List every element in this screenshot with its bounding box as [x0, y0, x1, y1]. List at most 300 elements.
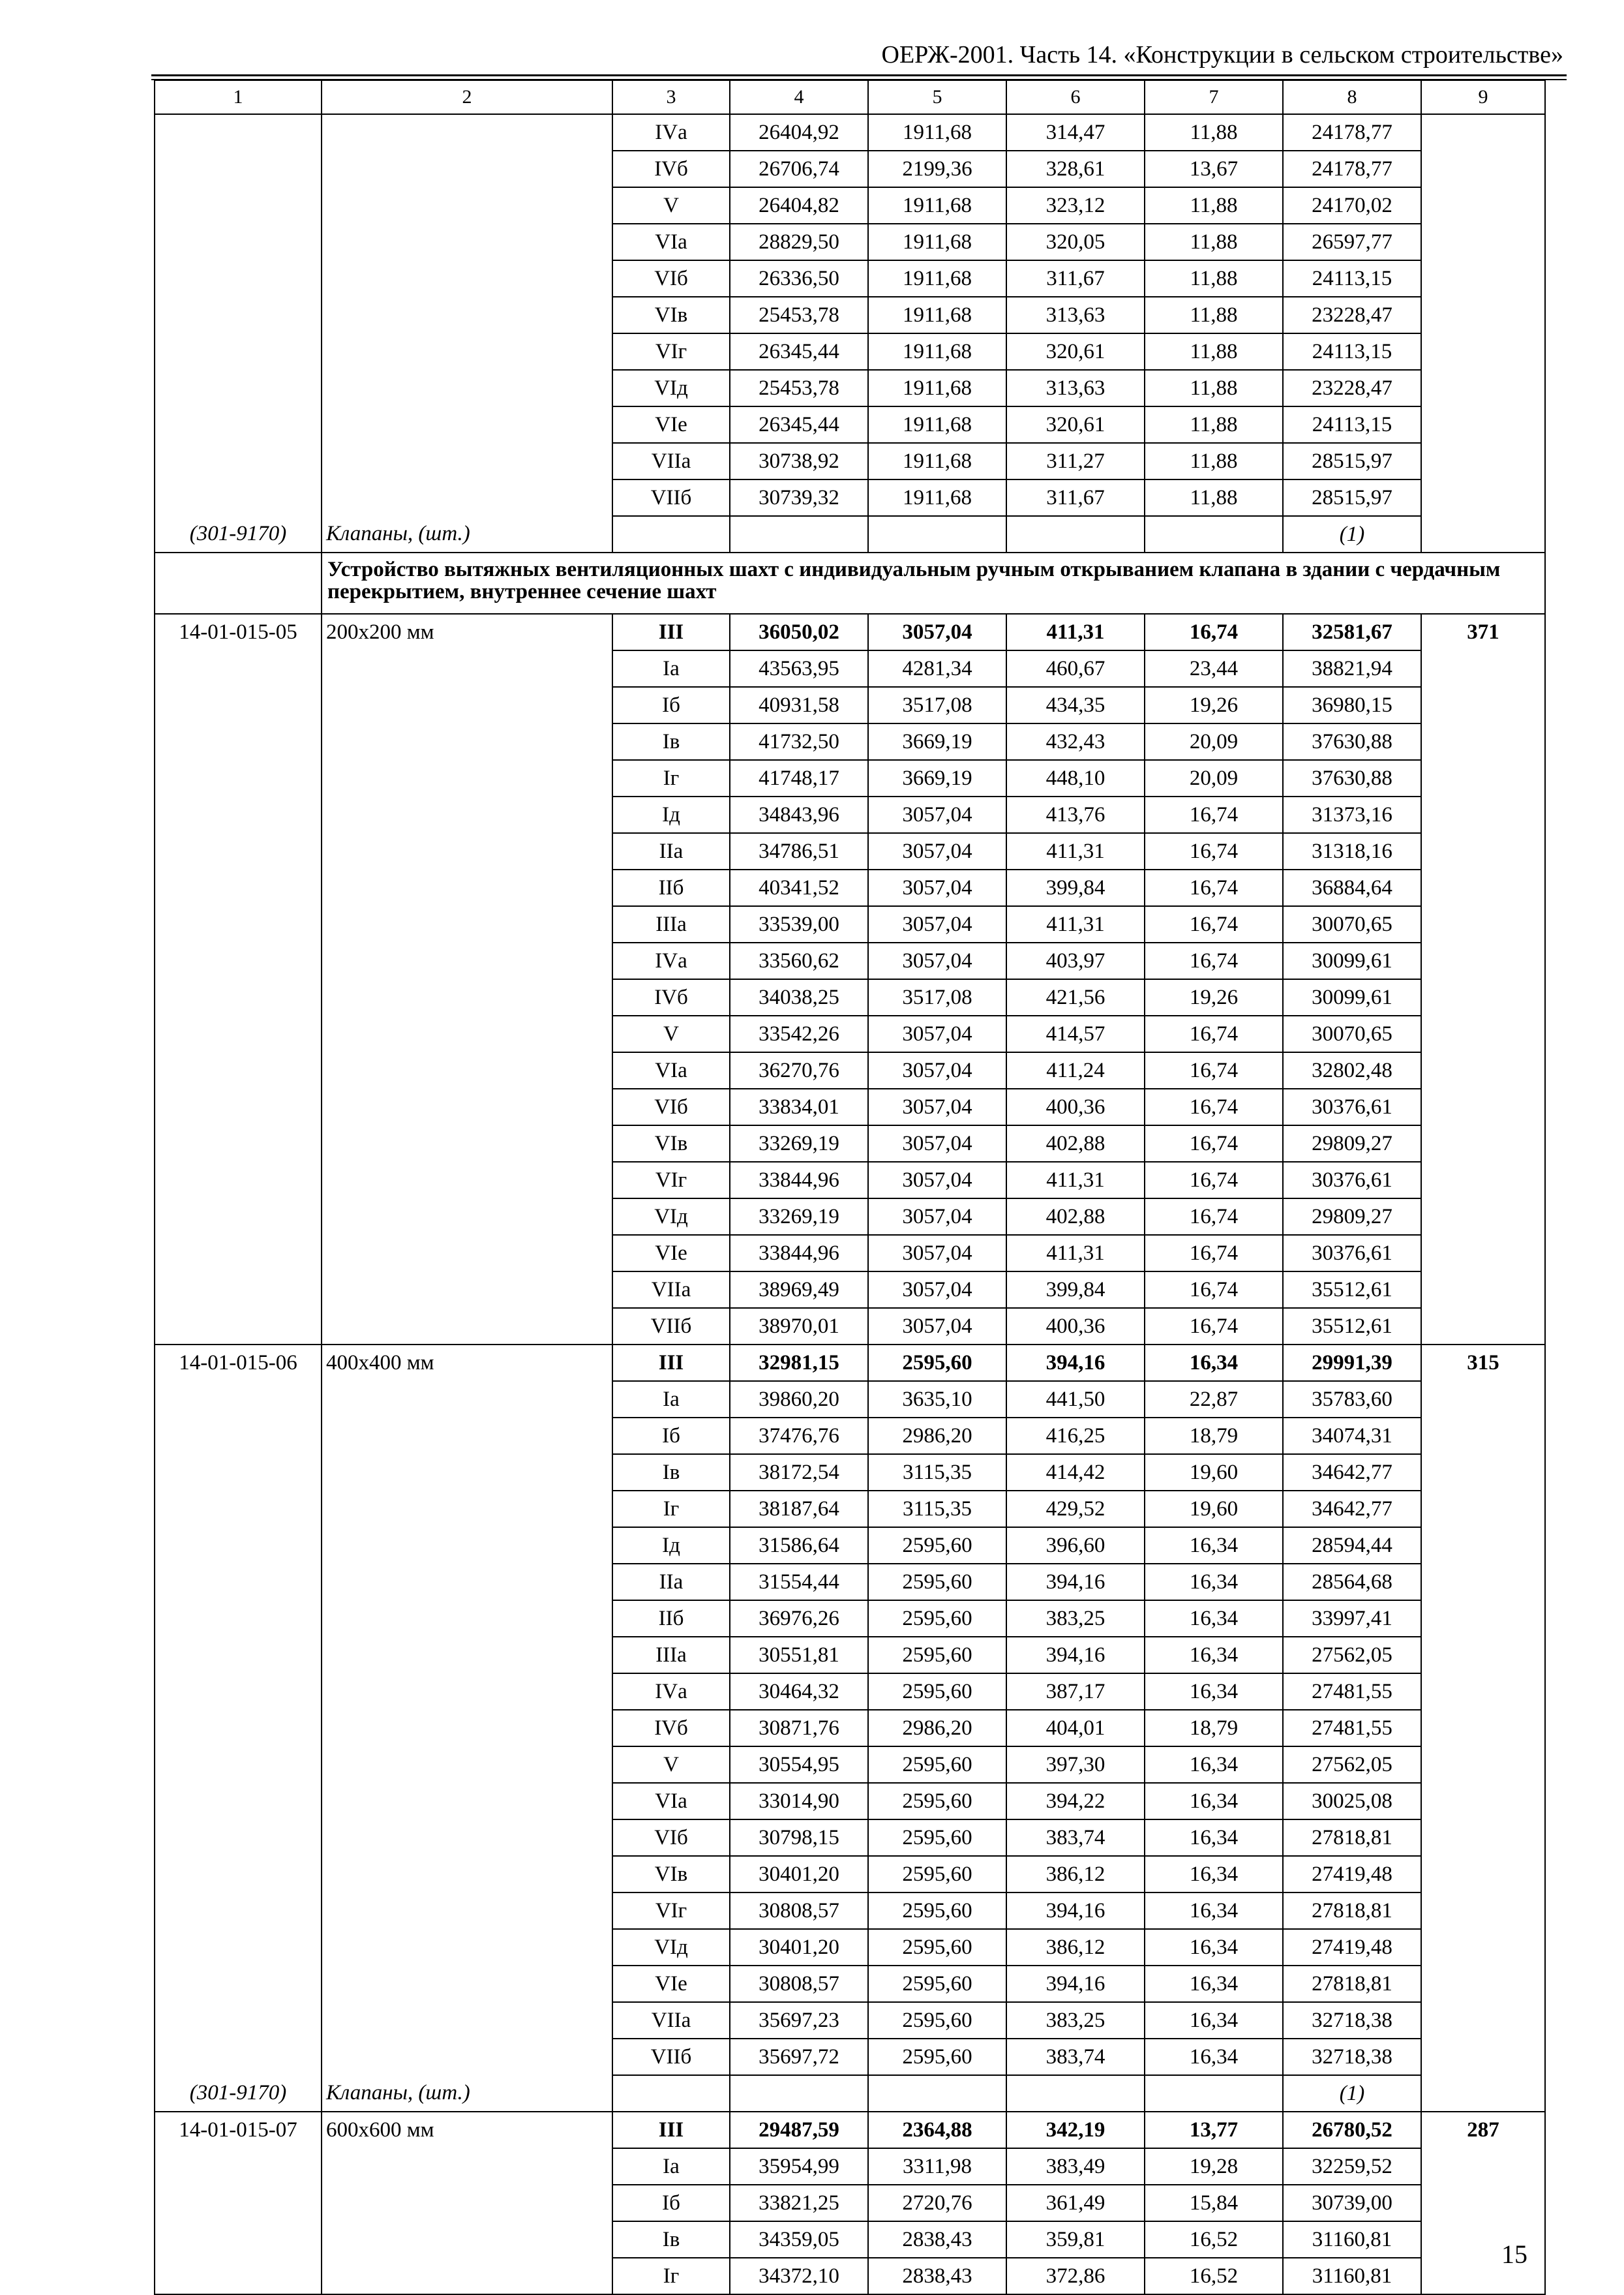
machine-costs: 416,25: [1006, 1418, 1145, 1454]
rate-name: [322, 297, 612, 333]
labor-wages: 2595,60: [868, 1819, 1006, 1856]
materials-cost: 36980,15: [1283, 687, 1421, 723]
labor-wages: 3057,04: [868, 1308, 1006, 1345]
table-row: [155, 979, 1545, 1016]
labor-wages: 3311,98: [868, 2148, 1006, 2185]
labor-wages: 3635,10: [868, 1381, 1006, 1418]
table-row: [155, 2185, 1545, 2221]
rate-code: [155, 2148, 322, 2185]
machinist-wages: 16,34: [1145, 1856, 1283, 1892]
materials-cost: 35783,60: [1283, 1381, 1421, 1418]
empty-cell: [1006, 516, 1145, 553]
labor-wages: 2986,20: [868, 1710, 1006, 1746]
region-zone: Iб: [612, 1418, 730, 1454]
rate-name: [322, 1819, 612, 1856]
region-zone: IVа: [612, 114, 730, 151]
resource-name: Клапаны, (шт.): [322, 516, 612, 553]
machinist-wages: 11,88: [1145, 114, 1283, 151]
labor-hours: [1421, 1746, 1545, 1783]
materials-cost: 31160,81: [1283, 2221, 1421, 2258]
direct-costs: 33014,90: [730, 1783, 868, 1819]
labor-hours: [1421, 1637, 1545, 1673]
table-row: [155, 1162, 1545, 1198]
labor-hours: [1421, 687, 1545, 723]
column-number: 4: [730, 80, 868, 114]
direct-costs: 38969,49: [730, 1271, 868, 1308]
machine-costs: 314,47: [1006, 114, 1145, 151]
rate-name: [322, 1637, 612, 1673]
machinist-wages: 16,74: [1145, 1235, 1283, 1271]
rate-name: [322, 1089, 612, 1125]
labor-hours: [1421, 1271, 1545, 1308]
table-row: [155, 1746, 1545, 1783]
labor-wages: 3057,04: [868, 1198, 1006, 1235]
rate-code: [155, 224, 322, 260]
labor-hours: [1421, 870, 1545, 906]
rate-code: [155, 260, 322, 297]
labor-wages: 3057,04: [868, 1235, 1006, 1271]
direct-costs: 33844,96: [730, 1162, 868, 1198]
materials-cost: 27818,81: [1283, 1892, 1421, 1929]
rate-name: [322, 151, 612, 187]
labor-hours: [1421, 1454, 1545, 1491]
machine-costs: 328,61: [1006, 151, 1145, 187]
materials-cost: 28564,68: [1283, 1564, 1421, 1600]
rate-name: [322, 406, 612, 443]
rate-code: [155, 1198, 322, 1235]
empty-cell: [1145, 516, 1283, 553]
rate-code: [155, 906, 322, 943]
table-row: [155, 1637, 1545, 1673]
region-zone: Iв: [612, 2221, 730, 2258]
machine-costs: 434,35: [1006, 687, 1145, 723]
rate-name: [322, 833, 612, 870]
machinist-wages: 16,74: [1145, 833, 1283, 870]
materials-cost: 30070,65: [1283, 1016, 1421, 1052]
materials-cost: 36884,64: [1283, 870, 1421, 906]
labor-wages: 1911,68: [868, 479, 1006, 516]
rate-name: [322, 1564, 612, 1600]
machinist-wages: 16,34: [1145, 1746, 1283, 1783]
labor-hours: [1421, 151, 1545, 187]
machinist-wages: 20,09: [1145, 723, 1283, 760]
direct-costs: 25453,78: [730, 297, 868, 333]
direct-costs: 29487,59: [730, 2112, 868, 2148]
direct-costs: 34372,10: [730, 2258, 868, 2294]
machine-costs: 414,57: [1006, 1016, 1145, 1052]
machine-costs: 383,74: [1006, 1819, 1145, 1856]
labor-wages: 2838,43: [868, 2258, 1006, 2294]
machine-costs: 411,31: [1006, 1235, 1145, 1271]
labor-wages: 2364,88: [868, 2112, 1006, 2148]
materials-cost: 30099,61: [1283, 979, 1421, 1016]
direct-costs: 33834,01: [730, 1089, 868, 1125]
rate-name: [322, 1198, 612, 1235]
resource-code: (301-9170): [155, 2075, 322, 2112]
rate-name: [322, 906, 612, 943]
table-row: [155, 2148, 1545, 2185]
table-row: [155, 1454, 1545, 1491]
machine-costs: 383,49: [1006, 2148, 1145, 2185]
labor-wages: 3669,19: [868, 760, 1006, 797]
labor-wages: 2595,60: [868, 1564, 1006, 1600]
rate-name: [322, 114, 612, 151]
table-row: [155, 1527, 1545, 1564]
region-zone: VIе: [612, 1966, 730, 2002]
table-row: [155, 2002, 1545, 2039]
labor-hours: [1421, 187, 1545, 224]
rate-code: [155, 2039, 322, 2075]
machine-costs: 342,19: [1006, 2112, 1145, 2148]
machinist-wages: 19,60: [1145, 1454, 1283, 1491]
rate-name: [322, 1673, 612, 1710]
direct-costs: 38172,54: [730, 1454, 868, 1491]
materials-cost: 24178,77: [1283, 151, 1421, 187]
direct-costs: 34786,51: [730, 833, 868, 870]
machine-costs: 441,50: [1006, 1381, 1145, 1418]
table-row: [155, 1418, 1545, 1454]
machine-costs: 402,88: [1006, 1125, 1145, 1162]
labor-hours: [1421, 1966, 1545, 2002]
materials-cost: 24113,15: [1283, 333, 1421, 370]
rate-name: [322, 1052, 612, 1089]
table-row: [155, 906, 1545, 943]
rate-name: [322, 1746, 612, 1783]
labor-hours: [1421, 1125, 1545, 1162]
region-zone: VIг: [612, 1162, 730, 1198]
region-zone: VIв: [612, 1125, 730, 1162]
labor-hours: [1421, 2148, 1545, 2185]
rate-name: [322, 1491, 612, 1527]
region-zone: Iг: [612, 2258, 730, 2294]
column-number: 5: [868, 80, 1006, 114]
table-row: [155, 760, 1545, 797]
header-rule: [151, 74, 1567, 76]
machine-costs: 311,27: [1006, 443, 1145, 479]
machinist-wages: 16,34: [1145, 1600, 1283, 1637]
direct-costs: 34038,25: [730, 979, 868, 1016]
rate-code: [155, 979, 322, 1016]
rate-code: [155, 151, 322, 187]
machine-costs: 394,16: [1006, 1892, 1145, 1929]
direct-costs: 43563,95: [730, 650, 868, 687]
table-row: [155, 833, 1545, 870]
machinist-wages: 16,34: [1145, 1819, 1283, 1856]
machine-costs: 397,30: [1006, 1746, 1145, 1783]
table-row: [155, 114, 1545, 151]
region-zone: VIд: [612, 1929, 730, 1966]
rate-name: [322, 650, 612, 687]
materials-cost: 27481,55: [1283, 1710, 1421, 1746]
rate-name: [322, 260, 612, 297]
labor-wages: 2838,43: [868, 2221, 1006, 2258]
table-row: [155, 1308, 1545, 1345]
machinist-wages: 15,84: [1145, 2185, 1283, 2221]
labor-hours: [1421, 1710, 1545, 1746]
table-row: [155, 1089, 1545, 1125]
labor-wages: 1911,68: [868, 260, 1006, 297]
rate-code: [155, 687, 322, 723]
rate-code: 14-01-015-05: [155, 614, 322, 650]
materials-cost: 38821,94: [1283, 650, 1421, 687]
direct-costs: 30798,15: [730, 1819, 868, 1856]
rate-code: [155, 370, 322, 406]
machinist-wages: 16,52: [1145, 2258, 1283, 2294]
machinist-wages: 11,88: [1145, 333, 1283, 370]
direct-costs: 30401,20: [730, 1856, 868, 1892]
machinist-wages: 16,74: [1145, 906, 1283, 943]
region-zone: Iд: [612, 1527, 730, 1564]
region-zone: VIIб: [612, 2039, 730, 2075]
table-row: [155, 1600, 1545, 1637]
machine-costs: 320,61: [1006, 333, 1145, 370]
labor-hours: 287: [1421, 2112, 1545, 2148]
direct-costs: 35697,23: [730, 2002, 868, 2039]
materials-cost: 24170,02: [1283, 187, 1421, 224]
region-zone: IVа: [612, 943, 730, 979]
labor-hours: [1421, 1856, 1545, 1892]
materials-cost: 30376,61: [1283, 1235, 1421, 1271]
region-zone: VIв: [612, 1856, 730, 1892]
machinist-wages: 23,44: [1145, 650, 1283, 687]
table-row: [155, 479, 1545, 516]
labor-wages: 3669,19: [868, 723, 1006, 760]
region-zone: Iв: [612, 723, 730, 760]
region-zone: III: [612, 2112, 730, 2148]
direct-costs: 30808,57: [730, 1892, 868, 1929]
machine-costs: 411,31: [1006, 614, 1145, 650]
materials-cost: 28594,44: [1283, 1527, 1421, 1564]
table-row: [155, 1856, 1545, 1892]
materials-cost: 24113,15: [1283, 260, 1421, 297]
materials-cost: 32802,48: [1283, 1052, 1421, 1089]
machinist-wages: 16,34: [1145, 2002, 1283, 2039]
rate-name: [322, 1308, 612, 1345]
machine-costs: 413,76: [1006, 797, 1145, 833]
machine-costs: 421,56: [1006, 979, 1145, 1016]
region-zone: VIд: [612, 370, 730, 406]
materials-cost: 28515,97: [1283, 443, 1421, 479]
labor-wages: 2595,60: [868, 2039, 1006, 2075]
direct-costs: 35954,99: [730, 2148, 868, 2185]
machinist-wages: 16,34: [1145, 1345, 1283, 1381]
materials-cost: 24178,77: [1283, 114, 1421, 151]
table-row: [155, 1271, 1545, 1308]
empty-cell: [612, 2075, 730, 2112]
labor-wages: 2595,60: [868, 1929, 1006, 1966]
rate-name: [322, 370, 612, 406]
machinist-wages: 16,74: [1145, 1198, 1283, 1235]
region-zone: VIб: [612, 1089, 730, 1125]
labor-wages: 2595,60: [868, 1856, 1006, 1892]
table-row: [155, 1966, 1545, 2002]
materials-cost: 23228,47: [1283, 297, 1421, 333]
labor-hours: [1421, 650, 1545, 687]
labor-hours: [1421, 1673, 1545, 1710]
machinist-wages: 19,26: [1145, 979, 1283, 1016]
labor-hours: 315: [1421, 1345, 1545, 1381]
labor-hours: [1421, 1600, 1545, 1637]
machine-costs: 386,12: [1006, 1929, 1145, 1966]
rate-code: [155, 1600, 322, 1637]
materials-cost: 33997,41: [1283, 1600, 1421, 1637]
labor-hours: [1421, 723, 1545, 760]
machine-costs: 320,05: [1006, 224, 1145, 260]
labor-wages: 1911,68: [868, 333, 1006, 370]
rate-name: [322, 1162, 612, 1198]
machine-costs: 460,67: [1006, 650, 1145, 687]
rate-code: [155, 797, 322, 833]
direct-costs: 35697,72: [730, 2039, 868, 2075]
materials-cost: 29809,27: [1283, 1125, 1421, 1162]
rate-code: [155, 1892, 322, 1929]
table-row: [155, 1491, 1545, 1527]
materials-cost: 23228,47: [1283, 370, 1421, 406]
table-row: [155, 1235, 1545, 1271]
labor-hours: [1421, 797, 1545, 833]
machine-costs: 411,31: [1006, 833, 1145, 870]
labor-hours: [1421, 1381, 1545, 1418]
machine-costs: 411,31: [1006, 1162, 1145, 1198]
machine-costs: 313,63: [1006, 297, 1145, 333]
table-row: [155, 614, 1545, 650]
empty-cell: [155, 553, 322, 614]
column-number: 9: [1421, 80, 1545, 114]
direct-costs: 30551,81: [730, 1637, 868, 1673]
machine-costs: 394,16: [1006, 1345, 1145, 1381]
table-row: [155, 723, 1545, 760]
direct-costs: 26345,44: [730, 406, 868, 443]
labor-hours: [1421, 1235, 1545, 1271]
machinist-wages: 13,77: [1145, 2112, 1283, 2148]
table-row: [155, 443, 1545, 479]
machinist-wages: 16,34: [1145, 1673, 1283, 1710]
direct-costs: 33844,96: [730, 1235, 868, 1271]
page-number: 15: [1501, 2240, 1527, 2269]
table-row: [155, 1125, 1545, 1162]
table-row: [155, 151, 1545, 187]
labor-hours: [1421, 1783, 1545, 1819]
materials-cost: 28515,97: [1283, 479, 1421, 516]
direct-costs: 38187,64: [730, 1491, 868, 1527]
direct-costs: 41748,17: [730, 760, 868, 797]
labor-hours: [1421, 1089, 1545, 1125]
region-zone: VIг: [612, 333, 730, 370]
materials-cost: 27419,48: [1283, 1856, 1421, 1892]
labor-hours: [1421, 1892, 1545, 1929]
labor-hours: [1421, 1527, 1545, 1564]
machinist-wages: 18,79: [1145, 1418, 1283, 1454]
direct-costs: 30739,32: [730, 479, 868, 516]
machinist-wages: 11,88: [1145, 406, 1283, 443]
table-row: [155, 2039, 1545, 2075]
labor-wages: 2595,60: [868, 1637, 1006, 1673]
labor-hours: [1421, 1564, 1545, 1600]
labor-hours: [1421, 943, 1545, 979]
region-zone: Iг: [612, 760, 730, 797]
rate-name: [322, 979, 612, 1016]
machine-costs: 359,81: [1006, 2221, 1145, 2258]
table-row: [155, 1052, 1545, 1089]
machine-costs: 403,97: [1006, 943, 1145, 979]
rate-code: [155, 1673, 322, 1710]
labor-hours: [1421, 1819, 1545, 1856]
rate-code: [155, 1454, 322, 1491]
labor-wages: 2199,36: [868, 151, 1006, 187]
direct-costs: 40931,58: [730, 687, 868, 723]
resource-code: (301-9170): [155, 516, 322, 553]
resource-name: Клапаны, (шт.): [322, 2075, 612, 2112]
direct-costs: 28829,50: [730, 224, 868, 260]
rate-code: [155, 833, 322, 870]
labor-hours: [1421, 1162, 1545, 1198]
region-zone: VIа: [612, 1052, 730, 1089]
direct-costs: 31586,64: [730, 1527, 868, 1564]
region-zone: Iа: [612, 650, 730, 687]
table-body: [155, 80, 1545, 2294]
table-row: [155, 2221, 1545, 2258]
machinist-wages: 16,74: [1145, 1308, 1283, 1345]
empty-cell: [1006, 2075, 1145, 2112]
labor-wages: 1911,68: [868, 114, 1006, 151]
labor-wages: 2595,60: [868, 1783, 1006, 1819]
rate-code: [155, 2002, 322, 2039]
labor-wages: 2595,60: [868, 2002, 1006, 2039]
machinist-wages: 16,34: [1145, 1892, 1283, 1929]
machine-costs: 387,17: [1006, 1673, 1145, 1710]
materials-cost: 24113,15: [1283, 406, 1421, 443]
rate-code: [155, 1527, 322, 1564]
direct-costs: 26336,50: [730, 260, 868, 297]
rate-code: [155, 1089, 322, 1125]
rate-code: [155, 297, 322, 333]
materials-cost: 34642,77: [1283, 1454, 1421, 1491]
direct-costs: 33269,19: [730, 1125, 868, 1162]
direct-costs: 33539,00: [730, 906, 868, 943]
materials-cost: 27481,55: [1283, 1673, 1421, 1710]
machine-costs: 400,36: [1006, 1089, 1145, 1125]
labor-hours: [1421, 2039, 1545, 2075]
rate-name: [322, 1454, 612, 1491]
machinist-wages: 16,74: [1145, 870, 1283, 906]
region-zone: VIб: [612, 1819, 730, 1856]
labor-hours: [1421, 1052, 1545, 1089]
labor-hours: [1421, 224, 1545, 260]
machine-costs: 311,67: [1006, 260, 1145, 297]
machine-costs: 311,67: [1006, 479, 1145, 516]
machinist-wages: 13,67: [1145, 151, 1283, 187]
machinist-wages: 11,88: [1145, 370, 1283, 406]
materials-cost: 32718,38: [1283, 2039, 1421, 2075]
machinist-wages: 16,34: [1145, 1966, 1283, 2002]
direct-costs: 33560,62: [730, 943, 868, 979]
rate-name: [322, 1125, 612, 1162]
region-zone: VIIб: [612, 479, 730, 516]
direct-costs: 34359,05: [730, 2221, 868, 2258]
table-row: [155, 2258, 1545, 2294]
rate-code: [155, 2221, 322, 2258]
rate-name: [322, 1271, 612, 1308]
rate-name: 400х400 мм: [322, 1345, 612, 1381]
region-zone: VIIа: [612, 2002, 730, 2039]
labor-wages: 2595,60: [868, 1673, 1006, 1710]
direct-costs: 33542,26: [730, 1016, 868, 1052]
labor-wages: 3057,04: [868, 870, 1006, 906]
labor-wages: 2595,60: [868, 1600, 1006, 1637]
labor-hours: [1421, 406, 1545, 443]
machine-costs: 394,16: [1006, 1564, 1145, 1600]
direct-costs: 36050,02: [730, 614, 868, 650]
